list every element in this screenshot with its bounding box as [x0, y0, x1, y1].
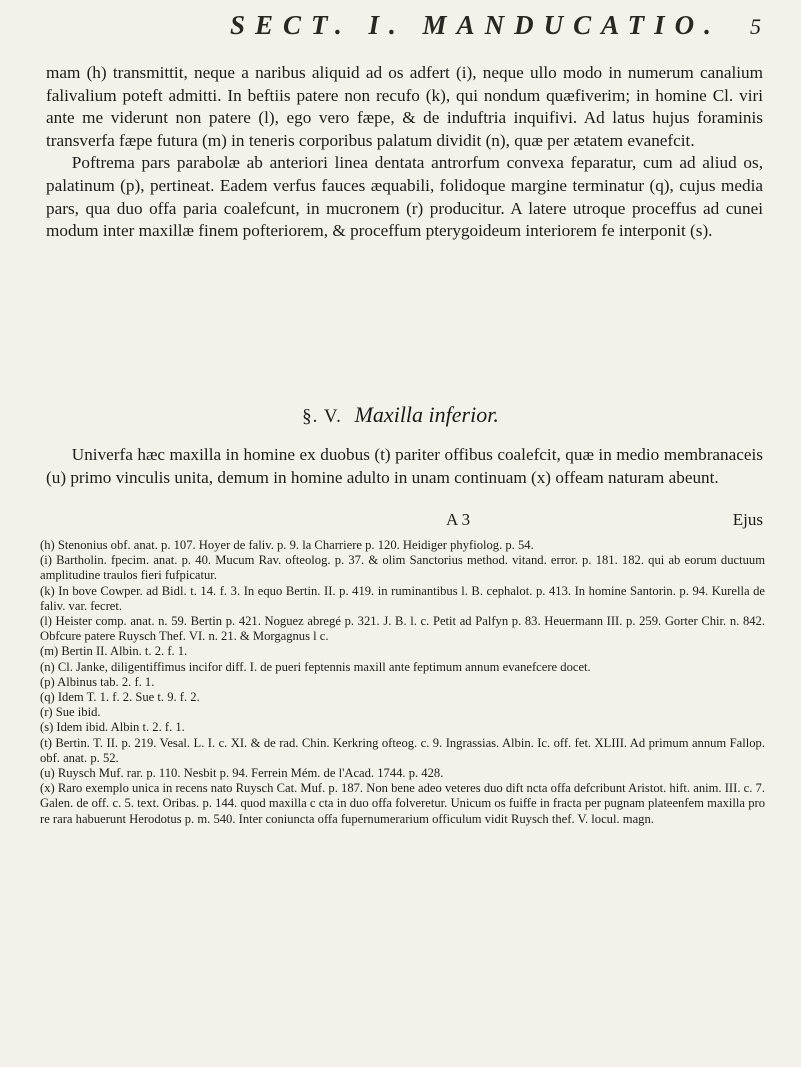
paragraph: Poftrema pars parabolæ ab anteriori linea dentata antrorfum convexa feparatur, cum ad aliud os, palatinum (p), pertineat. Eadem verfus fauces æquabili, folidoque margine terminatur (q), cujus media pars, qua duo offa paria coalefcunt, in mucronem (r) producitur. A latere utroque proceffus ad cunei modum inter maxillæ finem pofteriorem, & proceffum pterygoideum interiorem fe interponit (s).: [46, 153, 763, 241]
footnote: (p) Albinus tab. 2. f. 1.: [40, 674, 155, 689]
running-head: SECT. I. MANDUCATIO.: [230, 10, 721, 40]
footnote: (l) Heister comp. anat. n. 59. Bertin p. 421. Noguez abregé p. 321. J. B. l. c. Petit ad Palfyn p. 83. Heuermann III. p. 259. Gorter Chir. n. 842. Obfcure patere Ruysch Thef. VI. n. 21. & Morgagnus l c.: [40, 614, 765, 644]
paragraph: Univerfa hæc maxilla in homine ex duobus (t) pariter offibus coalefcit, quæ in medio membranaceis (u) primo vinculis unita, demum in homine adulto in unam continuam (x) offeam naturam abeunt.: [46, 445, 763, 487]
footnote: (i) Bartholin. fpecim. anat. p. 40. Mucum Rav. ofteolog. p. 37. & olim Sanctorius method. vitand. error. p. 181. 182. qui ab eorum ductuum amplitudine traulos fieri fufpicatur.: [40, 553, 765, 583]
paragraph: mam (h) transmittit, neque a naribus aliquid ad os adfert (i), neque ullo modo in numerum canalium falivalium poteft admitti. In beftiis patere non recufo (k), qui nondum quæfiverim; in homine Cl. viri ante me viderunt non patere (l), ego vero fæpe, & de induftria inquifivi. Ad latus hujus foraminis transverfa fæpe futura (m) in teneris corporibus palatum dividit (n), quæ per ætatem evanefcit.: [46, 63, 763, 150]
footnote: (r) Sue ibid.: [40, 705, 101, 720]
footnote: (k) In bove Cowper. ad Bidl. t. 14. f. 3. In equo Bertin. II. p. 419. in ruminantibus l. B. cephalot. p. 413. In homine Santorin. p. 94. Kurella de faliv. var. fecret.: [40, 583, 765, 613]
footnote: (s) Idem ibid. Albin t. 2. f. 1.: [40, 720, 185, 735]
footnote: (n) Cl. Janke, diligentiffimus incifor diff. I. de pueri feptennis maxill ante feptimum annum evanefcere docet.: [40, 659, 591, 674]
section-heading: [0, 402, 801, 428]
section-text: [46, 444, 763, 489]
catchword: Ejus: [732, 510, 763, 529]
footnote: (t) Bertin. T. II. p. 219. Vesal. L. I. c. XI. & de rad. Chin. Kerkring ofteog. c. 9. Ingrassias. Albin. Ic. off. fet. XLIII. Ad primum annum Fallop. obf. anat. p. 52.: [40, 735, 765, 765]
section-title: Maxilla inferior.: [354, 402, 499, 427]
page-header: [0, 0, 801, 58]
catchline: [46, 510, 763, 532]
footnote: (u) Ruysch Muf. rar. p. 110. Nesbit p. 94. Ferrein Mém. de l'Acad. 1744. p. 428.: [40, 766, 444, 781]
page-number: 5: [750, 14, 761, 39]
footnote: (x) Raro exemplo unica in recens nato Ruysch Cat. Muf. p. 187. Non bene adeo veteres duo dift ncta offa defcribunt Aristot. hift. anim. III. c. 7. Galen. de off. c. 5. text. Oribas. p. 144. quod maxilla c cta in duo offa folveretur. Unicum os fuiffe in fracta per pugnam plateenfem maxilla pro re rara habuerunt Herodotus p. m. 540. Inter coniuncta offa fupernumerarium officulum vidit Ruysch thef. V. locul. magn.: [40, 781, 765, 826]
footnote: (q) Idem T. 1. f. 2. Sue t. 9. f. 2.: [40, 690, 200, 705]
footnotes: [40, 538, 765, 827]
section-number: §. V.: [302, 406, 342, 427]
main-text: [46, 62, 763, 243]
footnote: (m) Bertin II. Albin. t. 2. f. 1.: [40, 644, 188, 659]
footnote: (h) Stenonius obf. anat. p. 107. Hoyer de faliv. p. 9. la Charriere p. 120. Heidiger phyfiolog. p. 54.: [40, 538, 534, 552]
signature-mark: A 3: [446, 510, 471, 529]
